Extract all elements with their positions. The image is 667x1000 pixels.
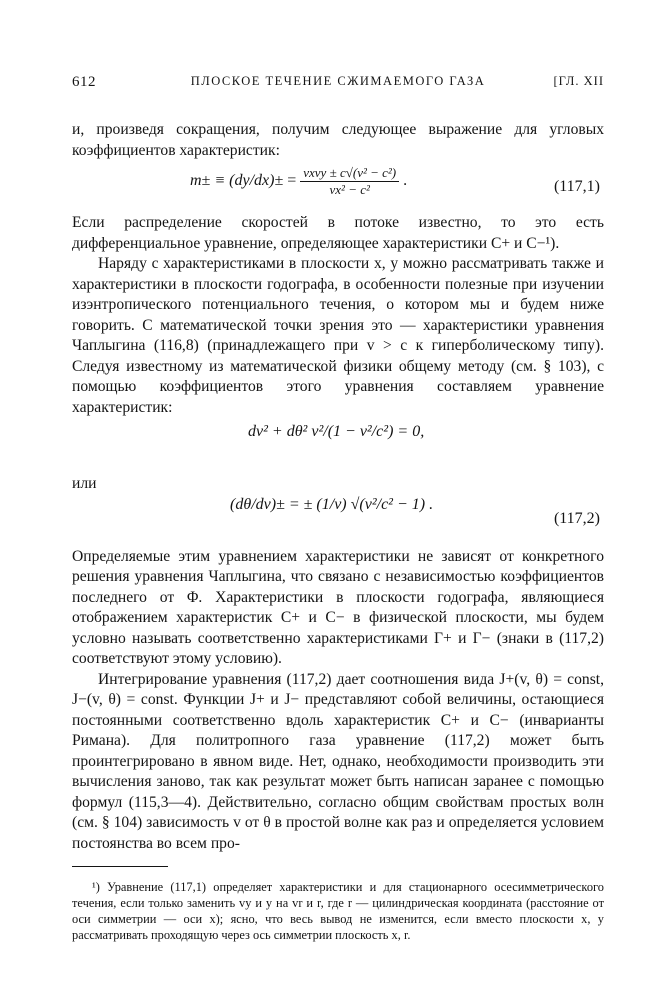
running-title: ПЛОСКОЕ ТЕЧЕНИЕ СЖИМАЕМОГО ГАЗА	[190, 74, 486, 88]
paragraph-5: Интегрирование уравнения (117,2) дает соотношения вида J+(v, θ) = const, J−(v, θ) = const. Функции J+ и J− представляют собой величины, остающиеся постоянными соответственно вдоль характеристик C+ и C− (инварианты Римана). Для политропного газа уравнение (117,2) может быть проинтегрировано в явном виде. Нет, однако, необходимости производить эти вычисления заново, так как результат может быть написан заранее с помощью формул (115,3—4). Действительно, согласно общим свойствам простых волн (см. § 104) зависимость v от θ в простой волне как раз и определяется условием постоянства во всем про-	[72, 670, 604, 852]
eq1-numerator: vxvy ± c√(v² − c²)	[300, 165, 399, 182]
footnote-rule	[72, 866, 168, 867]
eq1-denominator: vx² − c²	[329, 182, 370, 197]
paragraph-1: и, произведя сокращения, получим следующее выражение для угловых коэффициентов характеристик:	[72, 121, 604, 159]
characteristics-equation-body: dv² + dθ² v²/(1 − v²/c²) = 0,	[248, 423, 425, 440]
equation-117-2-body	[230, 495, 433, 516]
chapter-label: [ГЛ. XII	[553, 74, 604, 88]
book-page	[72, 74, 604, 956]
paragraph-3: Наряду с характеристиками в плоскости x, y можно рассматривать также и характеристики в плоскости годографа, в особенности полезные при изучении изэнтропического потенциального течения, о котором мы и будем ниже говорить. С математической точки зрения это — характеристики уравнения Чаплыгина (116,8) (принадлежащего при v > c к гиперболическому типу). Следуя известному из математической физики общему методу (см. § 103), с помощью коэффициентов этого уравнения составляем уравнение характеристик:	[72, 255, 604, 416]
paragraph-2: Если распределение скоростей в потоке известно, то это есть дифференциальное уравнение, определяющее характеристики C+ и C−¹).	[72, 214, 604, 252]
footnote: ¹) Уравнение (117,1) определяет характеристики и для стационарного осесимметрического течения, если только заменить vy и y на vr и r, где r — цилиндрическая координата (расстояние от оси симметрии — оси x); ясно, что весь вывод не изменится, если вместо плоскости x, y рассматривать проходящую через ось симметрии плоскость x, r.	[72, 880, 604, 943]
equation-number-117-1: (117,1)	[553, 178, 600, 195]
characteristics-equation	[72, 422, 604, 472]
eq1-fraction	[300, 165, 399, 198]
paragraph-4: Определяемые этим уравнением характеристики не зависят от конкретного решения уравнения Чаплыгина, что связано с независимостью коэффициентов последнего от Φ. Характеристики в плоскости годографа, являющиеся отображением характеристик C+ и C− в физической плоскости, мы будем условно называть соответственно характеристиками Γ+ и Γ− (знаки в (117,2) соответствуют этому условию).	[72, 547, 604, 667]
word-ili: или	[72, 475, 97, 492]
page-header	[72, 74, 604, 96]
eq1-lhs: m± ≡ (dy/dx)±	[190, 172, 284, 190]
equation-117-1	[72, 165, 604, 207]
equation-number-117-2: (117,2)	[553, 509, 600, 527]
page-number: 612	[72, 74, 96, 90]
eq3-lhs: (dθ/dv)±	[230, 495, 285, 513]
main-text	[72, 120, 604, 854]
equation-117-2	[72, 495, 604, 541]
equation-117-1-body: m± ≡ (dy/dx)± = $\frac{\text{vxvy ± c√(v² − c²)}}{\text{vx² − c²}}$ .	[190, 165, 408, 197]
eq3-rhs: = ± (1/v) √(v²/c² − 1) .	[288, 495, 434, 513]
